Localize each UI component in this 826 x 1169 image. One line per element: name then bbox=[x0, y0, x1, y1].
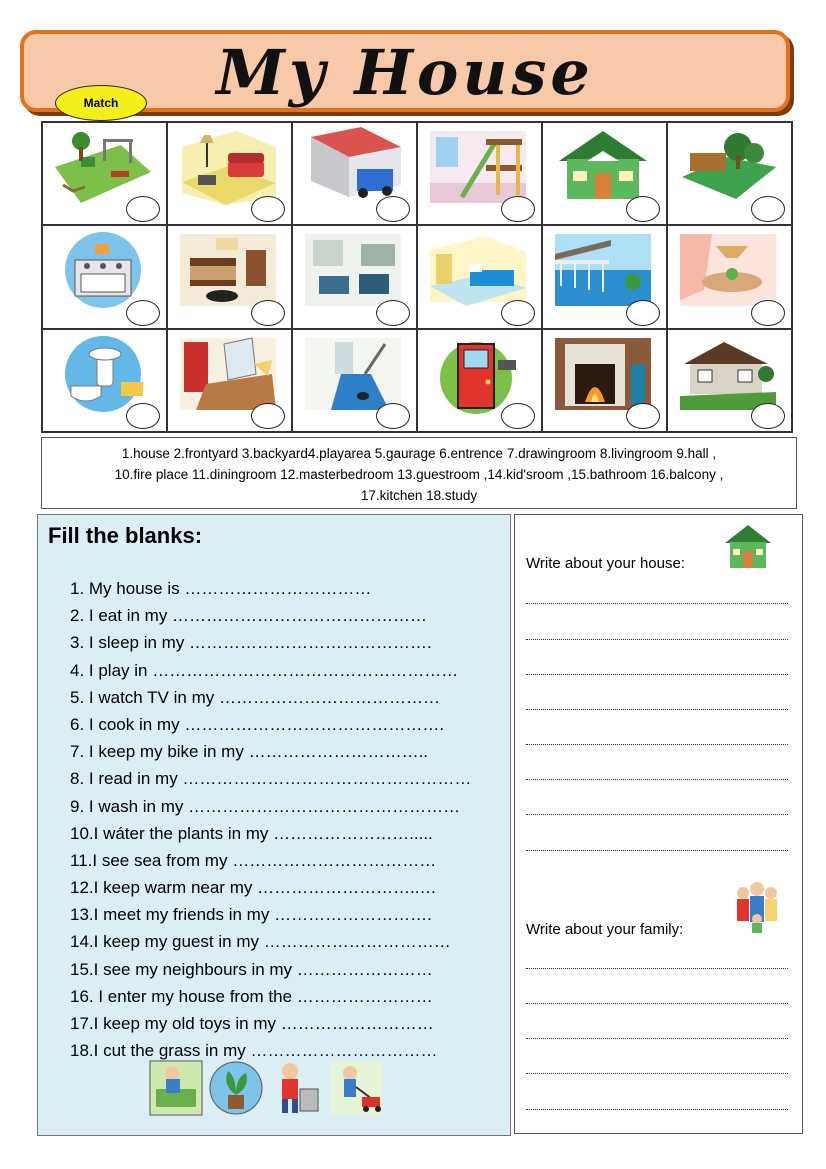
picture-cell bbox=[292, 225, 417, 328]
fill-blank-item[interactable]: 13.I meet my friends in my ………………………. bbox=[70, 905, 432, 925]
picture-cell bbox=[667, 329, 792, 432]
answer-circle[interactable] bbox=[751, 403, 785, 429]
answer-circle[interactable] bbox=[251, 403, 285, 429]
word-list-line: 17.kitchen 18.study bbox=[360, 488, 478, 503]
page-title: My House bbox=[216, 36, 594, 109]
word-list bbox=[41, 437, 797, 509]
playground-icon bbox=[51, 127, 155, 207]
fill-blank-item[interactable]: 17.I keep my old toys in my ……………………… bbox=[70, 1014, 434, 1033]
picture-grid bbox=[41, 121, 793, 433]
bedroom-icon bbox=[426, 230, 530, 310]
fill-blank-item[interactable]: 18.I cut the grass in my …………………………… bbox=[70, 1041, 438, 1061]
fill-blank-item[interactable]: 10.I wáter the plants in my ……………………..... bbox=[70, 823, 433, 843]
fill-blank-item[interactable]: 12.I keep warm near my ………………………..… bbox=[70, 878, 437, 898]
answer-circle[interactable] bbox=[376, 403, 410, 429]
answer-circle[interactable] bbox=[126, 300, 160, 326]
fill-blank-item[interactable]: 8. I read in my …………………………………………… bbox=[70, 769, 472, 789]
picture-cell bbox=[167, 122, 292, 225]
picture-cell bbox=[417, 329, 542, 432]
writing-line[interactable] bbox=[526, 639, 788, 640]
answer-circle[interactable] bbox=[126, 403, 160, 429]
answer-circle[interactable] bbox=[626, 403, 660, 429]
fill-blank-item[interactable]: 3. I sleep in my ……………………………………. bbox=[70, 633, 432, 653]
writing-line[interactable] bbox=[526, 674, 788, 675]
plant-icon bbox=[208, 1059, 264, 1117]
hall-icon bbox=[301, 334, 405, 414]
picture-cell bbox=[292, 329, 417, 432]
answer-circle[interactable] bbox=[751, 196, 785, 222]
picture-cell bbox=[42, 225, 167, 328]
picture-cell bbox=[667, 225, 792, 328]
writing-line[interactable] bbox=[526, 744, 788, 745]
fill-blank-item[interactable]: 2. I eat in my ……………………………………… bbox=[70, 606, 428, 626]
house-frontyard-icon bbox=[676, 334, 780, 414]
picture-cell bbox=[167, 225, 292, 328]
family-icon bbox=[731, 877, 785, 935]
writing-line[interactable] bbox=[526, 779, 788, 780]
person-with-toys-icon bbox=[268, 1059, 324, 1117]
writing-line[interactable] bbox=[526, 1109, 788, 1110]
picture-cell bbox=[417, 122, 542, 225]
writing-line[interactable] bbox=[526, 1038, 788, 1039]
study-icon bbox=[176, 334, 280, 414]
diningroom-icon bbox=[676, 230, 780, 310]
person-with-sofa-icon bbox=[148, 1059, 204, 1117]
answer-circle[interactable] bbox=[251, 300, 285, 326]
bathroom-icon bbox=[51, 334, 155, 414]
entrance-door-icon bbox=[426, 334, 530, 414]
picture-cell bbox=[542, 329, 667, 432]
match-badge: Match bbox=[55, 85, 147, 121]
fill-blank-item[interactable]: 4. I play in ……………………………………………… bbox=[70, 660, 459, 680]
kitchen-icon bbox=[51, 230, 155, 310]
write-about-section bbox=[514, 514, 803, 1134]
picture-cell bbox=[417, 225, 542, 328]
answer-circle[interactable] bbox=[376, 196, 410, 222]
writing-line[interactable] bbox=[526, 603, 788, 604]
fireplace-icon bbox=[551, 334, 655, 414]
fill-blanks-heading: Fill the blanks: bbox=[48, 523, 203, 548]
answer-circle[interactable] bbox=[751, 300, 785, 326]
fill-blanks-section bbox=[37, 514, 511, 1136]
guestroom-icon bbox=[301, 230, 405, 310]
writing-line[interactable] bbox=[526, 814, 788, 815]
fill-blank-item[interactable]: 11.I see sea from my ……………………………… bbox=[70, 850, 437, 870]
picture-cell bbox=[292, 122, 417, 225]
picture-cell bbox=[542, 122, 667, 225]
writing-line[interactable] bbox=[526, 1073, 788, 1074]
fill-blank-item[interactable]: 7. I keep my bike in my ………………………….. bbox=[70, 742, 429, 762]
small-house-icon bbox=[723, 521, 773, 571]
word-list-line: 10.fire place 11.diningroom 12.masterbedroom 13.guestroom ,14.kid'sroom ,15.bathroom 16.balcony , bbox=[114, 467, 724, 482]
answer-circle[interactable] bbox=[626, 300, 660, 326]
answer-circle[interactable] bbox=[501, 403, 535, 429]
fill-blank-item[interactable]: 5. I watch TV in my ………………………………… bbox=[70, 687, 440, 707]
write-family-label: Write about your family: bbox=[526, 921, 684, 938]
masterbedroom-icon bbox=[176, 230, 280, 310]
garage-icon bbox=[301, 127, 405, 207]
answer-circle[interactable] bbox=[626, 196, 660, 222]
answer-circle[interactable] bbox=[376, 300, 410, 326]
answer-circle[interactable] bbox=[501, 300, 535, 326]
picture-cell bbox=[167, 329, 292, 432]
fill-blank-item[interactable]: 15.I see my neighbours in my …………………… bbox=[70, 959, 433, 979]
fill-blanks-list bbox=[70, 575, 510, 1064]
writing-line[interactable] bbox=[526, 968, 788, 969]
word-list-line: 1.house 2.frontyard 3.backyard4.playarea 5.gaurage 6.entrence 7.drawingroom 8.livingroom 9.hall , bbox=[121, 446, 717, 461]
balcony-icon bbox=[551, 230, 655, 310]
fill-blank-item[interactable]: 6. I cook in my ………………………………………. bbox=[70, 714, 445, 734]
house-icon bbox=[551, 127, 655, 207]
answer-circle[interactable] bbox=[126, 196, 160, 222]
bottom-illustrations bbox=[148, 1059, 384, 1117]
picture-cell bbox=[42, 122, 167, 225]
fill-blank-item[interactable]: 9. I wash in my ………………………………………… bbox=[70, 796, 461, 816]
writing-line[interactable] bbox=[526, 1003, 788, 1004]
answer-circle[interactable] bbox=[251, 196, 285, 222]
write-house-label: Write about your house: bbox=[526, 555, 685, 572]
fill-blank-item[interactable]: 16. I enter my house from the …………………… bbox=[70, 986, 433, 1006]
writing-line[interactable] bbox=[526, 850, 788, 851]
picture-cell bbox=[542, 225, 667, 328]
livingroom-icon bbox=[176, 127, 280, 207]
kids-room-icon bbox=[426, 127, 530, 207]
answer-circle[interactable] bbox=[501, 196, 535, 222]
picture-cell bbox=[42, 329, 167, 432]
fill-blank-item[interactable]: 14.I keep my guest in my …………………………… bbox=[70, 932, 451, 952]
backyard-icon bbox=[676, 127, 780, 207]
writing-line[interactable] bbox=[526, 709, 788, 710]
lawn-mower-icon bbox=[328, 1059, 384, 1117]
fill-blank-item[interactable]: 1. My house is …………………………… bbox=[70, 579, 372, 598]
picture-cell bbox=[667, 122, 792, 225]
